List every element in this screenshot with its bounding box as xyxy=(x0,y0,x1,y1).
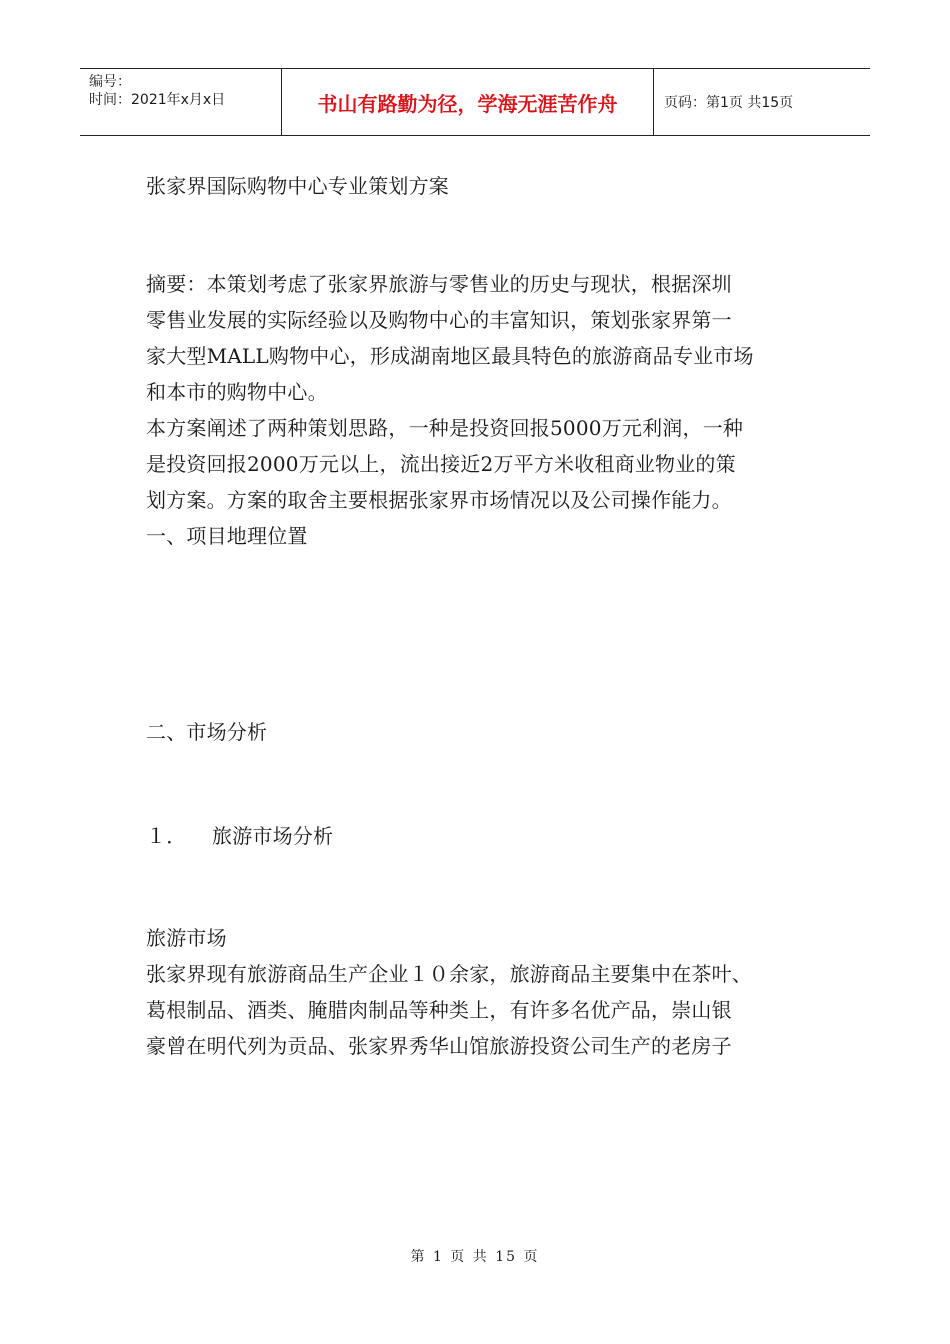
plan-line: 划方案。方案的取舍主要根据张家界市场情况以及公司操作能力。 xyxy=(146,488,732,512)
body-line: 豪曾在明代列为贡品、张家界秀华山馆旅游投资公司生产的老房子 xyxy=(146,1034,732,1058)
document-body xyxy=(146,168,806,1064)
document-title: 张家界国际购物中心专业策划方案 xyxy=(146,174,449,198)
header-motto: 书山有路勤为径，学海无涯苦作舟 xyxy=(282,69,654,135)
number-label: 编号： xyxy=(89,74,131,90)
subheading-tourism-market: 旅游市场 xyxy=(146,926,227,950)
item-title: 旅游市场分析 xyxy=(212,824,334,848)
plan-line: 是投资回报2000万元以上，流出接近2万平方米收租商业物业的策 xyxy=(146,452,736,476)
abstract-line: 摘要：本策划考虑了张家界旅游与零售业的历史与现状，根据深圳 xyxy=(146,272,732,296)
header-page-info: 页码：第1页 共15页 xyxy=(664,95,794,111)
document-header xyxy=(80,68,870,136)
abstract-line: 零售业发展的实际经验以及购物中心的丰富知识，策划张家界第一 xyxy=(146,308,732,332)
body-line: 张家界现有旅游商品生产企业１０余家，旅游商品主要集中在茶叶、 xyxy=(146,962,752,986)
body-line: 葛根制品、酒类、腌腊肉制品等种类上，有许多名优产品，崇山银 xyxy=(146,998,732,1022)
time-label: 时间：2021年x月x日 xyxy=(89,92,226,108)
plan-line: 本方案阐述了两种策划思路，一种是投资回报5000万元利润，一种 xyxy=(146,416,744,440)
section-heading-location: 一、项目地理位置 xyxy=(146,524,308,548)
section-heading-market: 二、市场分析 xyxy=(146,720,268,744)
item-heading-tourism xyxy=(146,818,806,854)
abstract-line: 和本市的购物中心。 xyxy=(146,380,328,404)
page-footer: 第 1 页 共 15 页 xyxy=(410,1249,540,1265)
item-number: １． xyxy=(146,824,187,848)
abstract-line: 家大型MALL购物中心，形成湖南地区最具特色的旅游商品专业市场 xyxy=(146,344,754,368)
header-meta xyxy=(80,69,282,135)
